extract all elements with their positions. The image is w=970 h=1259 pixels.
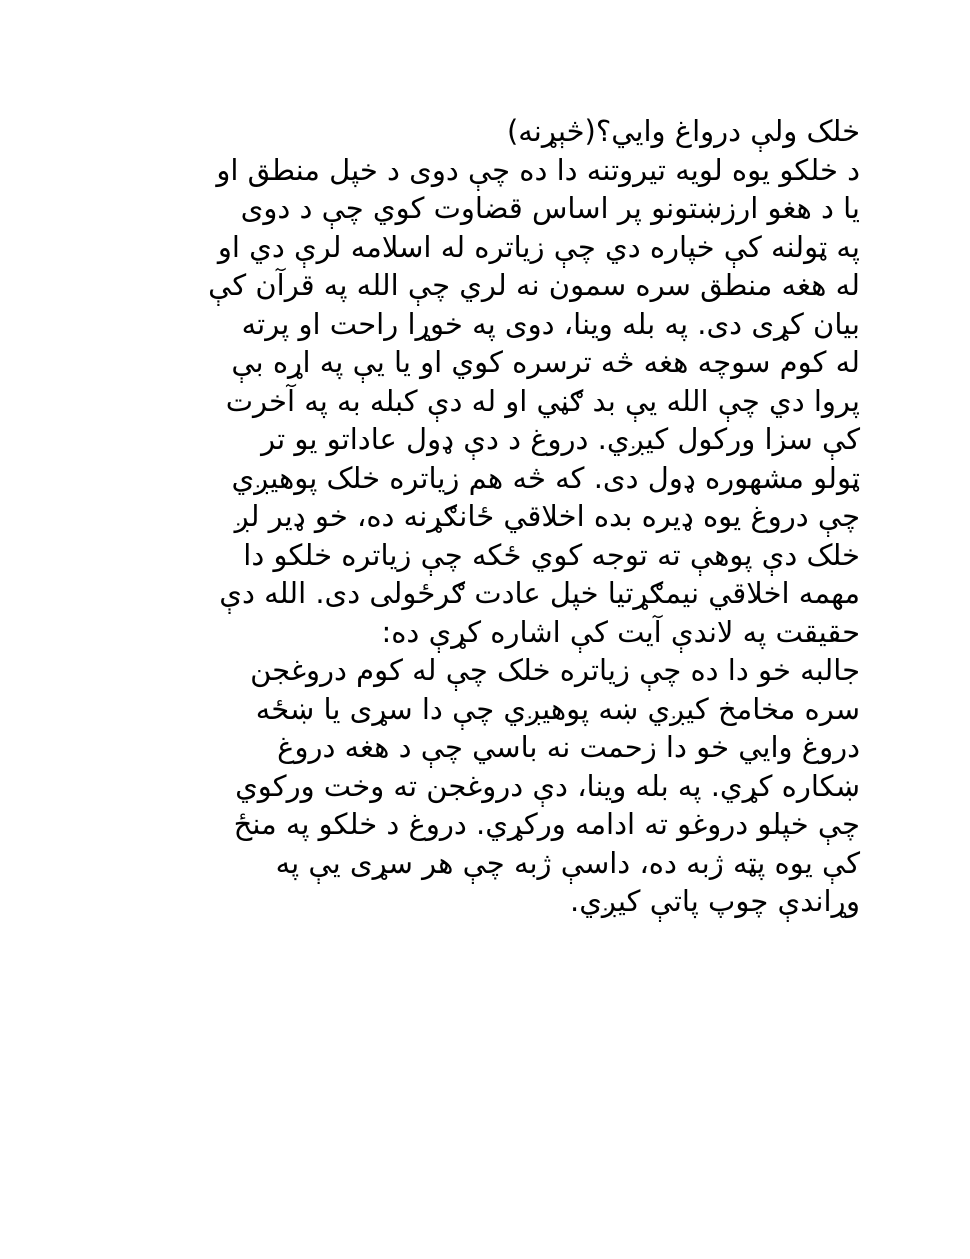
paragraph-line: چې خپلو دروغو ته ادامه ورکړي. دروغ د خلکو په منځ xyxy=(233,807,860,841)
paragraph-line: کې سزا ورکول کیږي. دروغ د دې ډول عاداتو یو تر xyxy=(261,422,860,456)
paragraph-line: حقیقت په لاندې آیت کې اشاره کړې ده: xyxy=(381,614,860,649)
paragraph-1 xyxy=(100,151,860,652)
paragraph-line: دروغ وايي خو دا زحمت نه باسي چې د هغه دروغ xyxy=(277,730,860,764)
paragraph-line: د خلکو یوه لویه تیروتنه دا ده چې دوی د خپل منطق او xyxy=(216,152,860,187)
paragraph-line: په ټولنه کې خپاره دي چې زياتره له اسلامه لرې دي او xyxy=(217,229,860,264)
paragraph-line: مهمه اخلاقي نیمګړتیا خپل عادت ګرځولی دی. الله دې xyxy=(219,576,860,610)
paragraph-line: کې یوه پټه ژبه ده، داسې ژبه چې هر سړی یې په xyxy=(275,845,860,880)
document-title: خلک ولې دروا‌غ وايي؟(څېړنه) xyxy=(506,114,860,148)
paragraph-line: بیان کړی دی. په بله وینا، دوی په خوړا راحت او پرته xyxy=(241,306,860,341)
paragraph-line: له هغه منطق سره سمون نه لري چې الله په قرآن کې xyxy=(208,268,860,302)
paragraph-line: جالبه خو دا ده چې زیاتره خلک چې له کوم دروغجن xyxy=(250,653,860,687)
document-body xyxy=(100,112,860,921)
paragraph-line: خلک دې پوهې ته توجه کوي ځکه چې زیاتره خلکو دا xyxy=(243,537,860,572)
paragraph-line: یا د هغو ارزښتونو پر اساس قضاوت کوي چې د دوی xyxy=(240,191,860,225)
paragraph-line: ټولو مشهوره ډول دی. که څه هم زیاتره خلک پوهیږي xyxy=(231,460,860,495)
paragraph-line: ښکاره کړي. په بله وینا، دې دروغجن ته وخت ورکوي xyxy=(235,768,860,803)
paragraph-2 xyxy=(100,651,860,921)
paragraph-line: چې دروغ یوه ډیره بده اخلاقي ځانګړنه ده، خو ډیر لږ xyxy=(234,499,860,533)
paragraph-line: وړاندې چوپ پاتې کیږي. xyxy=(570,884,860,918)
paragraph-line: له کوم سوچه هغه څه ترسره کوي او یا یې په اړه بې xyxy=(231,345,860,379)
paragraph-line: سره مخامخ کیږي ښه پوهیږي چې دا سړی یا ښځه xyxy=(255,691,860,726)
paragraph-line: پروا دي چې الله یې بد ګڼي او له دې کبله به په آخرت xyxy=(225,383,860,418)
